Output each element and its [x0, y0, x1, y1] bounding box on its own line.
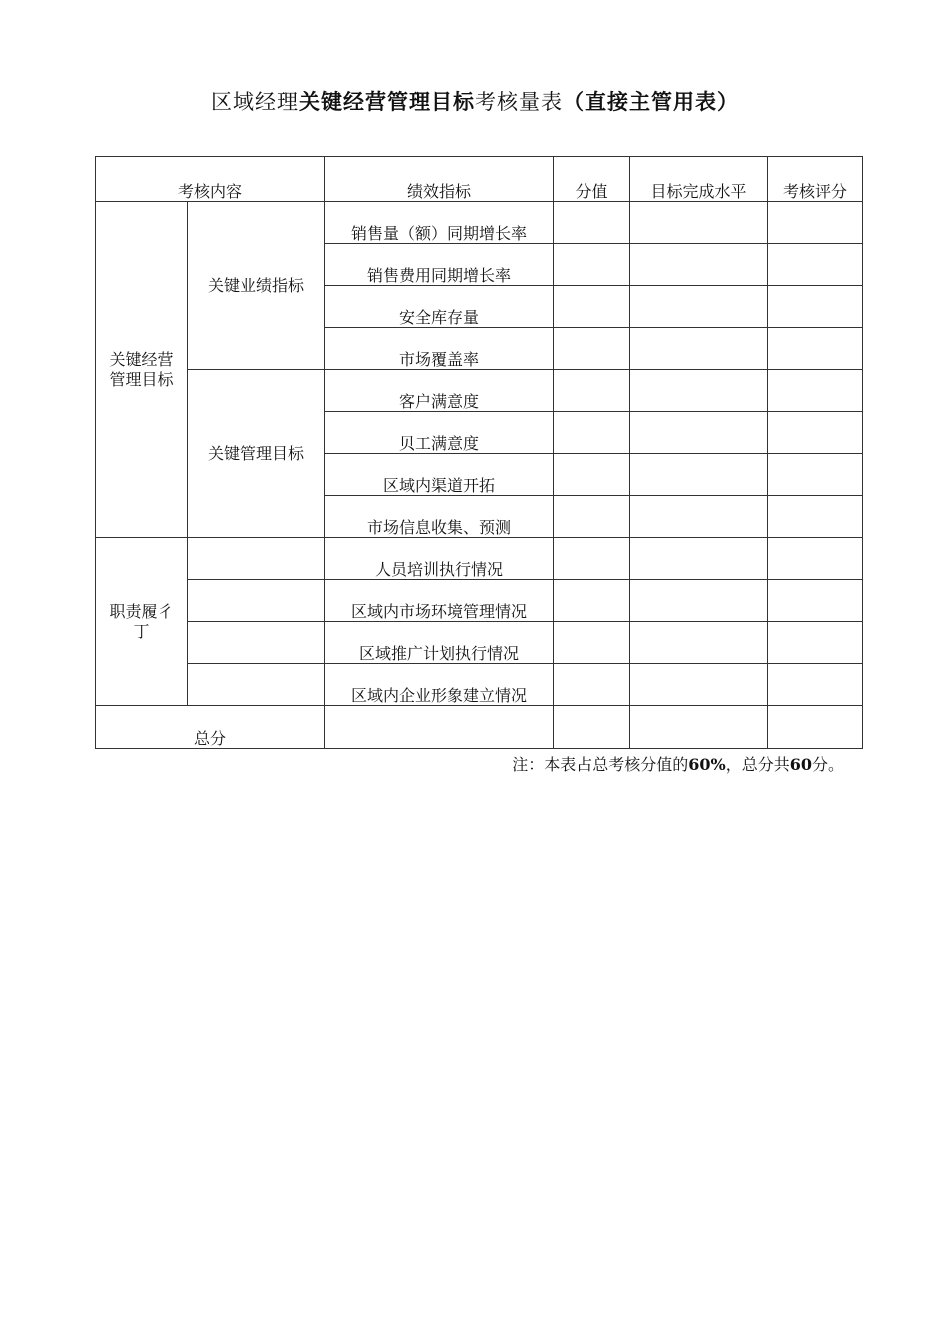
indicator-cell: 区域推广计划执行情况: [325, 622, 554, 664]
header-indicator: 绩效指标: [325, 157, 554, 202]
completion-cell[interactable]: [630, 244, 768, 286]
rating-cell[interactable]: [768, 286, 863, 328]
score-cell[interactable]: [554, 538, 630, 580]
note-percent: 60%: [688, 755, 726, 774]
rating-cell[interactable]: [768, 328, 863, 370]
indicator-cell: 区域内市场环境管理情况: [325, 580, 554, 622]
subcategory-empty: [188, 580, 325, 622]
category-key-management: 关键经营管理目标: [96, 202, 188, 538]
indicator-cell: 销售量（额）同期增长率: [325, 202, 554, 244]
score-cell[interactable]: [554, 370, 630, 412]
table-row: [96, 580, 863, 622]
table-row: [96, 370, 863, 412]
rating-cell[interactable]: [768, 580, 863, 622]
title-part-3: 考核量表: [475, 90, 563, 114]
subcategory-kpi: 关键业绩指标: [188, 202, 325, 370]
subcategory-empty: [188, 664, 325, 706]
completion-cell[interactable]: [630, 580, 768, 622]
header-content: 考核内容: [96, 157, 325, 202]
total-label: 总分: [96, 706, 325, 749]
total-indicator-cell[interactable]: [325, 706, 554, 749]
note-suffix: 分。: [811, 755, 844, 774]
title-part-1: 区域经理: [211, 90, 299, 114]
title-part-2: 关键经营管理目标: [299, 90, 475, 114]
indicator-cell: 市场信息收集、预测: [325, 496, 554, 538]
total-completion-cell[interactable]: [630, 706, 768, 749]
indicator-cell: 客户满意度: [325, 370, 554, 412]
footnote: [512, 752, 844, 775]
assessment-table: [95, 156, 863, 749]
header-score: 分值: [554, 157, 630, 202]
rating-cell[interactable]: [768, 412, 863, 454]
table-row: [96, 202, 863, 244]
note-prefix: 注：本表占总考核分值的: [512, 755, 689, 774]
rating-cell[interactable]: [768, 454, 863, 496]
rating-cell[interactable]: [768, 664, 863, 706]
score-cell[interactable]: [554, 412, 630, 454]
score-cell[interactable]: [554, 454, 630, 496]
indicator-cell: 区域内企业形象建立情况: [325, 664, 554, 706]
score-cell[interactable]: [554, 580, 630, 622]
total-score-cell[interactable]: [554, 706, 630, 749]
completion-cell[interactable]: [630, 328, 768, 370]
title-part-4: （直接主管用表）: [563, 90, 739, 114]
rating-cell[interactable]: [768, 538, 863, 580]
total-rating-cell[interactable]: [768, 706, 863, 749]
completion-cell[interactable]: [630, 538, 768, 580]
subcategory-empty: [188, 622, 325, 664]
score-cell[interactable]: [554, 202, 630, 244]
note-middle: ，总分共: [725, 755, 790, 774]
completion-cell[interactable]: [630, 454, 768, 496]
score-cell[interactable]: [554, 286, 630, 328]
indicator-cell: 市场覆盖率: [325, 328, 554, 370]
subcategory-empty: [188, 538, 325, 580]
category-duty-performance: 职责履彳丁: [96, 538, 188, 706]
completion-cell[interactable]: [630, 496, 768, 538]
table-row: [96, 622, 863, 664]
rating-cell[interactable]: [768, 244, 863, 286]
table-row: [96, 664, 863, 706]
completion-cell[interactable]: [630, 622, 768, 664]
score-cell[interactable]: [554, 622, 630, 664]
indicator-cell: 区域内渠道开拓: [325, 454, 554, 496]
indicator-cell: 贝工满意度: [325, 412, 554, 454]
rating-cell[interactable]: [768, 370, 863, 412]
score-cell[interactable]: [554, 244, 630, 286]
completion-cell[interactable]: [630, 664, 768, 706]
rating-cell[interactable]: [768, 622, 863, 664]
total-row: [96, 706, 863, 749]
header-rating: 考核评分: [768, 157, 863, 202]
score-cell[interactable]: [554, 496, 630, 538]
indicator-cell: 人员培训执行情况: [325, 538, 554, 580]
page-title: [0, 86, 950, 116]
completion-cell[interactable]: [630, 202, 768, 244]
table-row: [96, 538, 863, 580]
completion-cell[interactable]: [630, 370, 768, 412]
indicator-cell: 销售费用同期增长率: [325, 244, 554, 286]
completion-cell[interactable]: [630, 286, 768, 328]
score-cell[interactable]: [554, 664, 630, 706]
subcategory-management-goals: 关键管理目标: [188, 370, 325, 538]
rating-cell[interactable]: [768, 202, 863, 244]
header-row: [96, 157, 863, 202]
rating-cell[interactable]: [768, 496, 863, 538]
header-completion: 目标完成水平: [630, 157, 768, 202]
indicator-cell: 安全库存量: [325, 286, 554, 328]
score-cell[interactable]: [554, 328, 630, 370]
note-points: 60: [789, 755, 812, 774]
completion-cell[interactable]: [630, 412, 768, 454]
